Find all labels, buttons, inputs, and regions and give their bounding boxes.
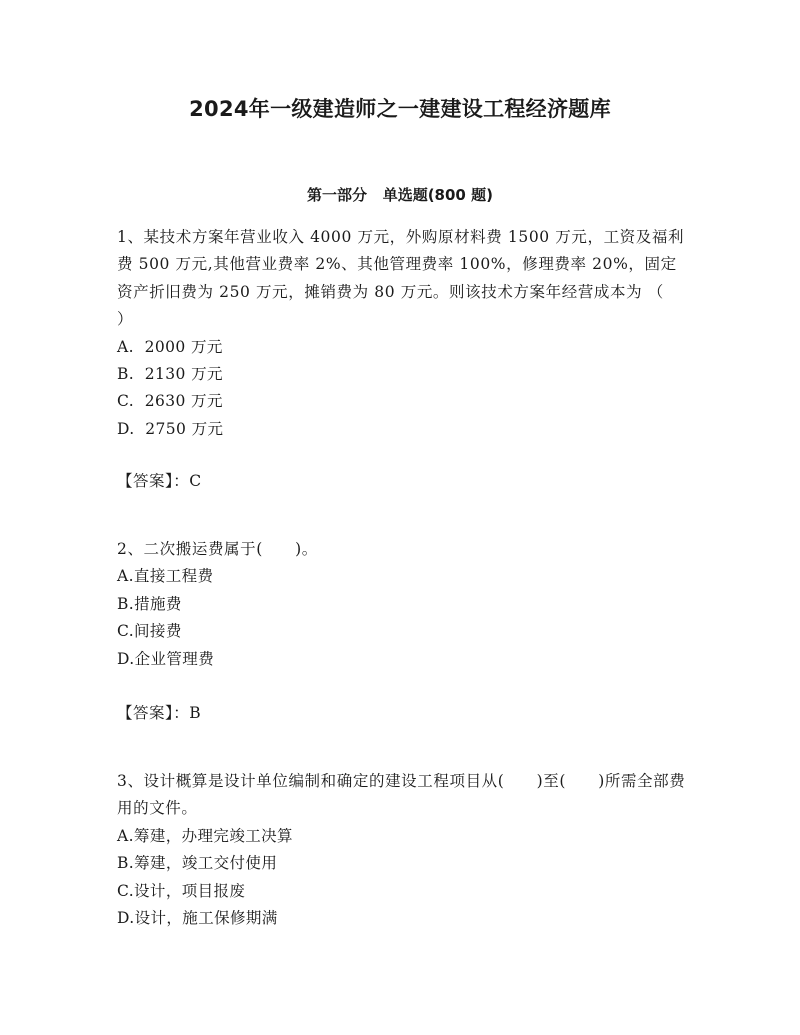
document-title: 2024年一级建造师之一建建设工程经济题库	[189, 97, 611, 121]
option-d: D. 2750 万元	[117, 419, 224, 438]
option-c: C. 2630 万元	[117, 392, 223, 411]
option-c: C.间接费	[117, 622, 182, 641]
answer-2: 【答案】：B	[117, 704, 202, 722]
question-3	[117, 768, 687, 932]
option-b: B. 2130 万元	[117, 365, 223, 384]
question-1	[117, 224, 697, 443]
option-d: D.企业管理费	[117, 649, 215, 668]
option-a: A.直接工程费	[117, 567, 214, 586]
question-stem: 1、某技术方案年营业收入 4000 万元，外购原材料费 1500 万元，工资及福利费 500 万元,其他营业费率 2%、其他管理费率 100%，修理费率 20%，固定资产折旧费为 250 万元，摊销费为 80 万元。则该技术方案年经营成本为 （ ）	[117, 228, 697, 329]
option-c: C.设计，项目报废	[117, 881, 246, 900]
option-b: B.措施费	[117, 594, 182, 613]
option-b: B.筹建，竣工交付使用	[117, 854, 278, 873]
option-a: A. 2000 万元	[117, 337, 223, 356]
option-d: D.设计，施工保修期满	[117, 909, 278, 928]
question-stem: 3、设计概算是设计单位编制和确定的建设工程项目从( )至( )所需全部费用的文件。	[117, 772, 686, 818]
question-stem: 2、二次搬运费属于( )。	[117, 540, 318, 558]
answer-1: 【答案】：C	[117, 472, 202, 490]
option-a: A.筹建，办理完竣工决算	[117, 826, 293, 845]
section-heading: 第一部分 单选题(800 题)	[307, 186, 493, 204]
question-2	[117, 536, 687, 673]
